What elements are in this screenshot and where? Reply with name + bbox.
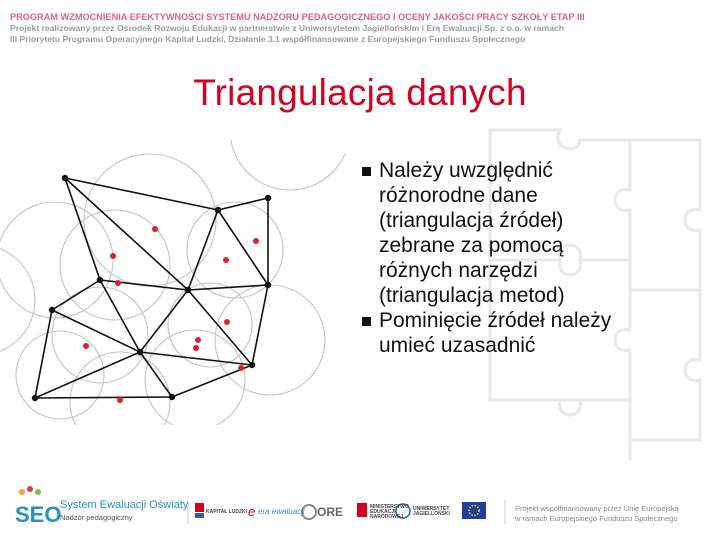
seo-logo-icon bbox=[15, 486, 61, 527]
triangulation-diagram bbox=[0, 140, 345, 425]
bullet-text: Pominięcie źródeł należy umieć uzasadnić bbox=[379, 309, 612, 357]
kapital-ludzki-logo-text: KAPITAŁ LUDZKI bbox=[206, 509, 248, 515]
men-emblem-icon bbox=[357, 503, 367, 517]
program-title: PROGRAM WZMOCNIENIA EFEKTYWNOŚCI SYSTEMU NADZORU PEDAGOGICZNEGO I OCENY JAKOŚCI PRACY SZKOŁY ETAP III bbox=[10, 12, 585, 22]
seo-title: System Ewaluacji Oświaty bbox=[60, 499, 189, 511]
kapital-ludzki-logo-icon bbox=[195, 503, 204, 518]
era-ewaluacji-logo-icon bbox=[248, 504, 255, 519]
red-points bbox=[83, 226, 259, 403]
era-ewaluacji-logo-text: era ewaluacji bbox=[258, 507, 305, 516]
eu-cofinancing-text: Projekt współfinansowany przez Unię Europejską w ramach Europejskiego Funduszu Społecznego bbox=[515, 504, 679, 523]
bullet-list bbox=[362, 158, 682, 358]
slide-title: Triangulacja danych bbox=[193, 72, 527, 113]
seo-logo-text: SEO bbox=[15, 502, 62, 527]
circumcircles bbox=[0, 140, 345, 425]
bullet-item bbox=[362, 308, 682, 358]
ore-logo-text: ORE bbox=[317, 505, 344, 519]
bullet-square-icon bbox=[362, 167, 371, 176]
seo-subtitle: Nadzór pedagogiczny bbox=[60, 513, 133, 522]
project-header bbox=[10, 12, 585, 44]
bullet-text: Należy uwzględnić różnorodne dane (triangulacja źródeł) zebrane za pomocą różnych narzędzi (triangulacja metod) bbox=[379, 159, 565, 307]
men-logo-text: MINISTERSTWO EDUKACJI NARODOWEJ bbox=[370, 504, 409, 520]
svg-text:e: e bbox=[248, 504, 256, 519]
project-info-line-1: Projekt realizowany przez Ośrodek Rozwoju Edukacji w partnerstwie z Uniwersytetem Jagiellońskim i Erą Ewaluacji Sp. z o.o. w ramach bbox=[10, 23, 564, 33]
eu-flag-icon bbox=[462, 502, 486, 519]
uj-logo-text: UNIWERSYTET JAGIELLOŃSKI bbox=[413, 506, 450, 517]
seo-branding bbox=[60, 499, 188, 522]
bullet-square-icon bbox=[362, 317, 371, 326]
project-info-line-2: III Priorytetu Programu Operacyjnego Kapitał Ludzki, Działanie 3.1 współfinansowane z Europejskiego Funduszu Społecznego bbox=[10, 34, 526, 44]
bullet-item bbox=[362, 158, 682, 308]
triangle-edges bbox=[35, 178, 268, 398]
